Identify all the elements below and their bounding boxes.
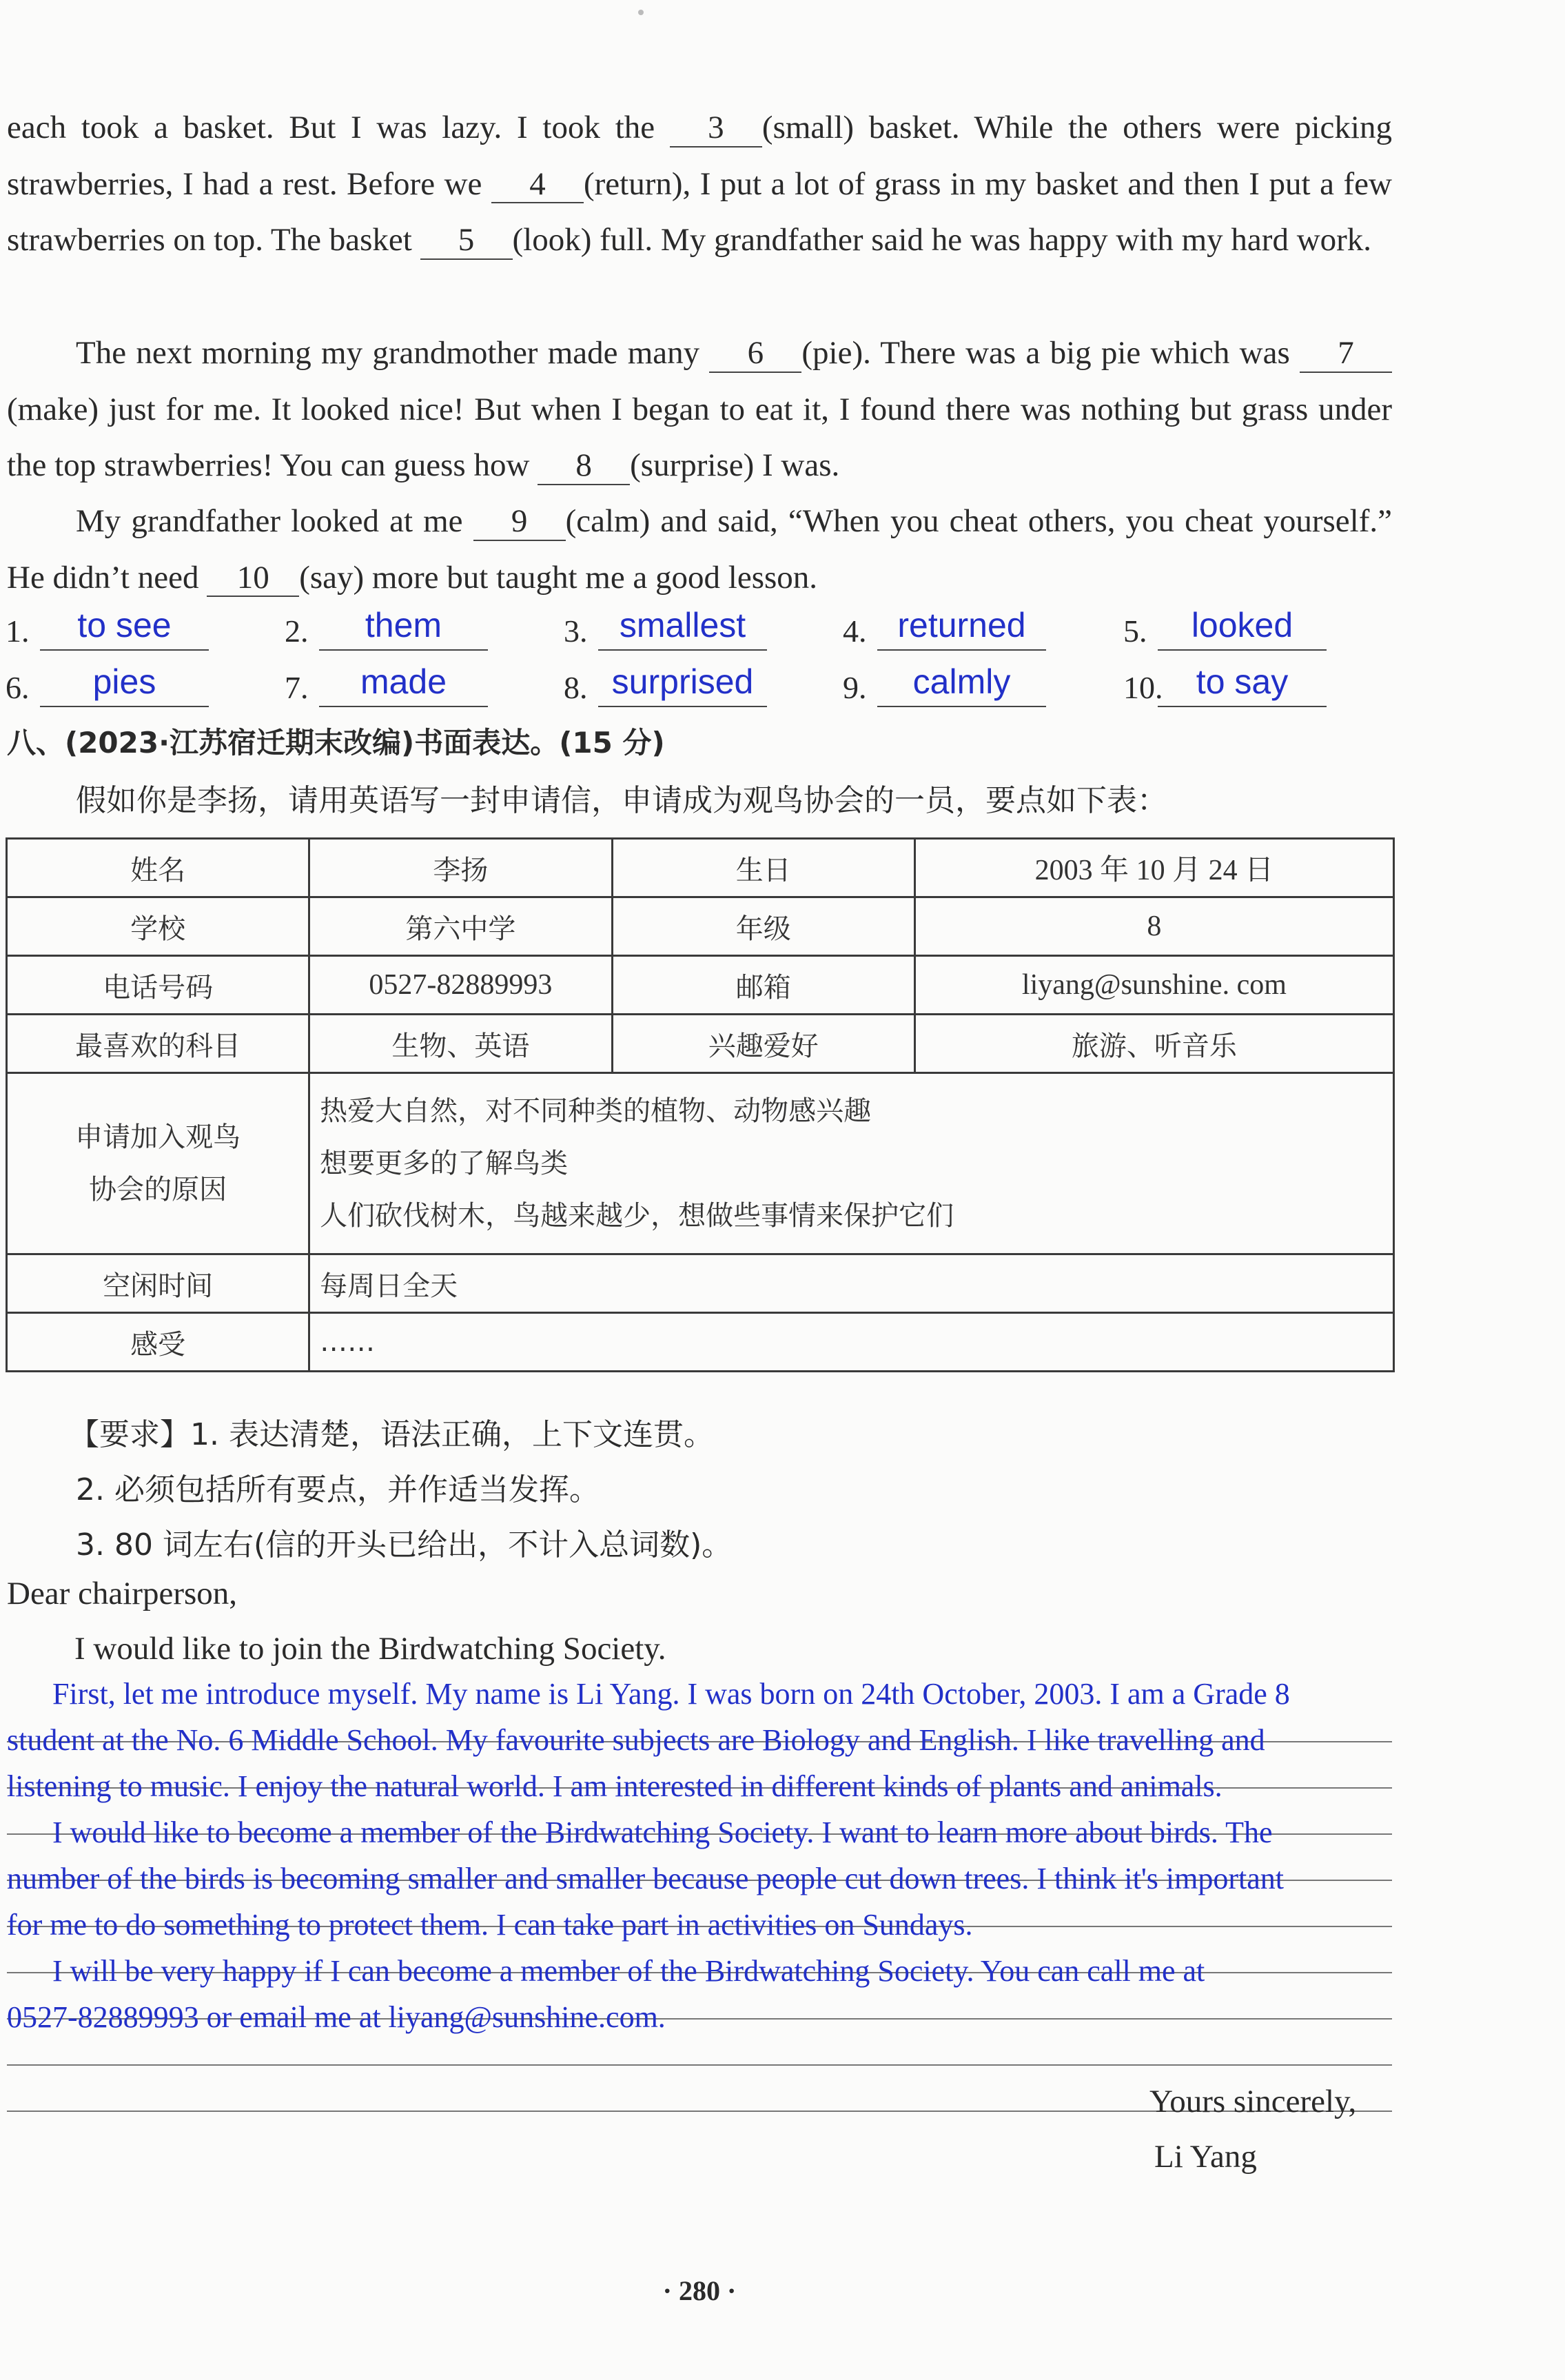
answer-value: to see	[77, 606, 172, 644]
essay-text-line: I will be very happy if I can become a member of the Birdwatching Society. You can call me at	[7, 1954, 1205, 1988]
reason-item: 人们砍伐树木，鸟越来越少，想做些事情来保护它们	[320, 1200, 954, 1232]
blank-10: 10	[207, 560, 299, 598]
table-cell: 8	[914, 897, 1393, 956]
answer-value: made	[360, 662, 447, 701]
blank-4: 4	[491, 167, 584, 204]
passage-text: (say) more but taught me a good lesson.	[299, 559, 818, 596]
table-cell: 2003 年 10 月 24 日	[914, 839, 1393, 897]
requirement-2: 2. 必须包括所有要点，并作适当发挥。	[76, 1472, 600, 1507]
table-cell: 电话号码	[7, 956, 309, 1015]
passage-text: (return), I put a lot of grass in my basket and then I put a few strawberries on top. The basket	[7, 165, 1392, 258]
table-cell: 空闲时间	[7, 1254, 309, 1313]
table-cell: 李扬	[309, 839, 612, 897]
essay-text-line: for me to do something to protect them. I can take part in activities on Sundays.	[7, 1908, 973, 1942]
table-cell: 感受	[7, 1313, 309, 1372]
requirement-1: 【要求】1. 表达清楚，语法正确，上下文连贯。	[69, 1417, 714, 1452]
scan-speck	[638, 10, 644, 15]
essay-text-line: I would like to become a member of the Birdwatching Society. I want to learn more about birds. The	[7, 1815, 1273, 1849]
answer-value: them	[365, 606, 442, 644]
reason-label-line: 协会的原因	[89, 1174, 227, 1206]
passage-text: each took a basket. But I was lazy. I took the	[7, 110, 670, 145]
passage-text: (small) basket. While the others were picking strawberries, I had a rest. Before we	[7, 110, 1392, 202]
table-cell: 生日	[612, 839, 914, 897]
answer-value: calmly	[912, 662, 1011, 701]
table-cell: 旅游、听音乐	[914, 1015, 1393, 1073]
table-cell: 每周日全天	[309, 1254, 1394, 1313]
letter-opening: I would like to join the Birdwatching Society.	[74, 1631, 666, 1667]
table-row	[7, 956, 1394, 1015]
table-cell: 兴趣爱好	[612, 1015, 914, 1073]
table-row	[7, 1254, 1394, 1313]
table-cell: 生物、英语	[309, 1015, 612, 1073]
passage-text: (calm) and said, “When you cheat others, you cheat yourself.” He didn’t need	[7, 503, 1392, 596]
blank-3: 3	[670, 110, 762, 148]
letter-signature: Li Yang	[1154, 2139, 1257, 2175]
answer-number: 8.	[564, 670, 588, 705]
table-cell: 第六中学	[309, 897, 612, 956]
table-row	[7, 1073, 1394, 1254]
answer-value: looked	[1191, 606, 1293, 644]
passage-text: My grandfather looked at me	[76, 503, 473, 539]
table-cell: 姓名	[7, 839, 309, 897]
table-row	[7, 897, 1394, 956]
essay-text-line: 0527-82889993 or email me at liyang@sunshine.com.	[7, 2000, 666, 2034]
passage-text: The next morning my grandmother made many	[76, 335, 710, 371]
reason-item: 热爱大自然，对不同种类的植物、动物感兴趣	[320, 1095, 872, 1127]
passage-text: (pie). There was a big pie which was	[801, 335, 1300, 371]
info-table	[6, 837, 1395, 1372]
answer-value: to say	[1196, 662, 1289, 701]
passage-paragraph-3	[7, 494, 1392, 606]
essay-text-line: listening to music. I enjoy the natural world. I am interested in different kinds of plants and animals.	[7, 1769, 1223, 1803]
table-cell: 0527-82889993	[309, 956, 612, 1015]
essay-text-line: First, let me introduce myself. My name is Li Yang. I was born on 24th October, 2003. I am a Grade 8	[7, 1677, 1290, 1711]
table-cell: 学校	[7, 897, 309, 956]
answer-value: surprised	[611, 662, 754, 701]
letter-closing: Yours sincerely,	[1149, 2084, 1357, 2119]
answer-number: 2.	[285, 613, 309, 649]
answer-number: 1.	[6, 613, 30, 649]
answer-number: 5.	[1123, 613, 1147, 649]
passage-paragraph-2	[7, 325, 1392, 494]
table-cell: 邮箱	[612, 956, 914, 1015]
answer-value: smallest	[619, 606, 746, 644]
page-number: · 280 ·	[662, 2275, 737, 2306]
answer-number: 10.	[1123, 670, 1163, 705]
answer-number: 9.	[843, 670, 867, 705]
table-cell-reason-label	[7, 1073, 309, 1254]
blank-7: 7	[1300, 336, 1392, 373]
passage-text: (make) just for me. It looked nice! But when I began to eat it, I found there was nothing but grass under the top strawberries! You can guess how	[7, 391, 1392, 483]
writing-prompt: 假如你是李扬，请用英语写一封申请信，申请成为观鸟协会的一员，要点如下表：	[76, 783, 1167, 818]
blank-8: 8	[538, 448, 630, 485]
passage-text: (look) full. My grandfather said he was happy with my hard work.	[512, 222, 1372, 258]
blank-9: 9	[473, 504, 566, 541]
passage-paragraph-1	[7, 100, 1392, 269]
answer-number: 3.	[564, 613, 588, 649]
essay-text-line: number of the birds is becoming smaller and smaller because people cut down trees. I think it's important	[7, 1862, 1285, 1895]
table-cell: liyang@sunshine. com	[914, 956, 1393, 1015]
table-cell: 最喜欢的科目	[7, 1015, 309, 1073]
table-row	[7, 839, 1394, 897]
passage-text: (surprise) I was.	[630, 447, 840, 483]
answer-row-2	[6, 656, 1384, 711]
section-title: 八、(2023·江苏宿迁期末改编)书面表达。(15 分)	[7, 726, 665, 760]
table-cell: 年级	[612, 897, 914, 956]
table-row	[7, 1313, 1394, 1372]
table-cell: ……	[309, 1313, 1394, 1372]
answer-number: 7.	[285, 670, 309, 705]
table-row	[7, 1015, 1394, 1073]
answer-number: 6.	[6, 670, 30, 705]
answer-row-1	[6, 600, 1384, 655]
answer-value: pies	[92, 662, 156, 701]
answer-number: 4.	[843, 613, 867, 649]
requirement-3: 3. 80 词左右(信的开头已给出，不计入总词数)。	[76, 1527, 733, 1563]
answer-value: returned	[897, 606, 1026, 644]
blank-5: 5	[420, 223, 513, 260]
blank-6: 6	[709, 336, 801, 373]
letter-salutation: Dear chairperson,	[7, 1576, 238, 1611]
reason-item: 想要更多的了解鸟类	[320, 1148, 569, 1179]
table-cell-reasons	[309, 1073, 1394, 1254]
essay-text-line: student at the No. 6 Middle School. My favourite subjects are Biology and English. I like travelling and	[7, 1723, 1265, 1757]
reason-label-line: 申请加入观鸟	[75, 1121, 241, 1153]
